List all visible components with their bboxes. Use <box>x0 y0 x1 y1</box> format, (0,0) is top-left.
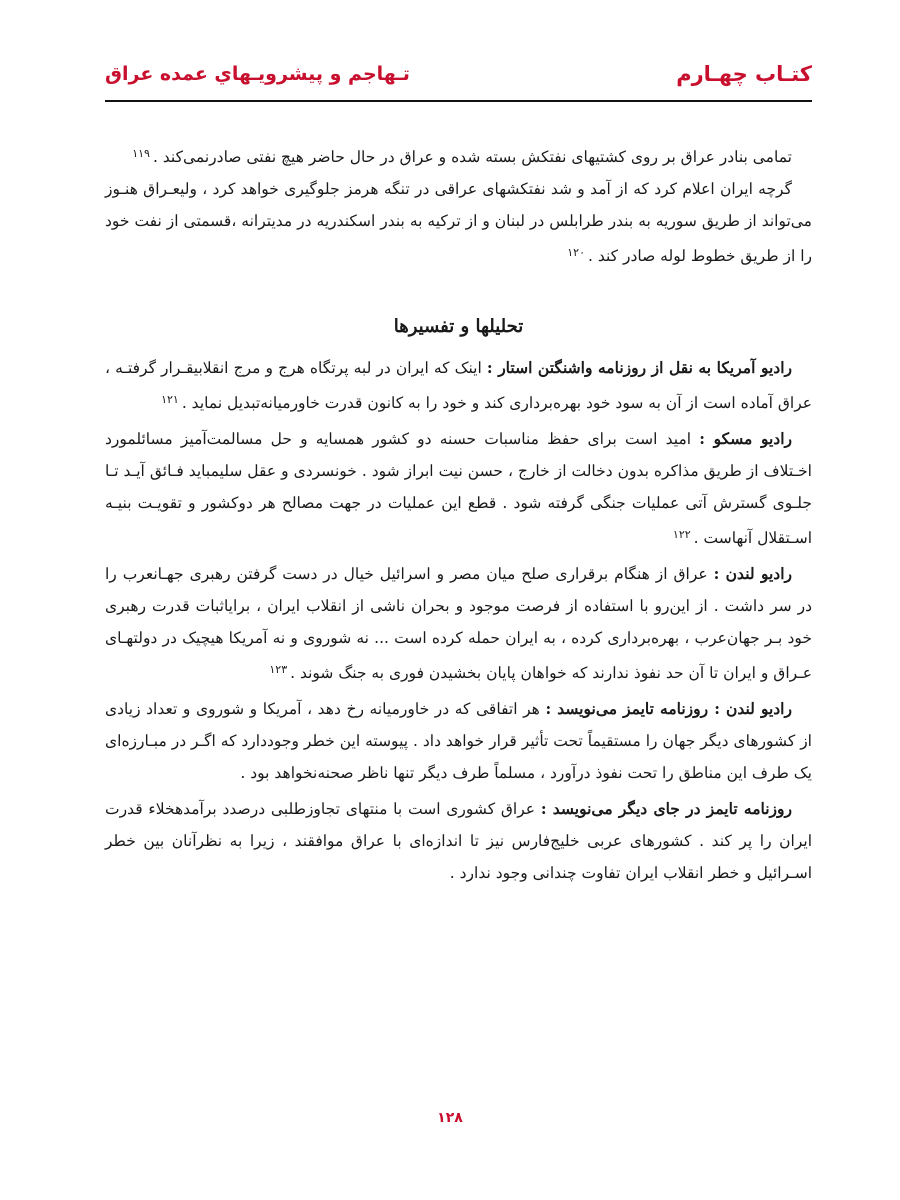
commentary-entry-3 <box>105 558 812 689</box>
running-header <box>105 56 812 92</box>
footnote-ref: ۱۲۱ <box>161 393 179 406</box>
intro-paragraph-1 <box>105 138 812 173</box>
entry-source: رادیو آمریکا به نقل از روزنامه واشنگتن استار : <box>486 358 792 377</box>
book-title: كتـاب چهـارم <box>676 62 812 86</box>
entry-text: هر اتفاقی که در خاورمیانه رخ دهد ، آمریکا و شوروی و تعداد زیادی از کشورهای دیگر جهان را مستقیماً تحت تأثیر قرار خواهد داد . پیوسته این خطر وجوددارد که اگـر در مبـارزه‌ای یک طرف این مناطق را تحت نفوذ درآورد ، مسلماً طرف دیگر تنها ناظر صحنه‌نخواهد بود . <box>105 700 812 782</box>
entry-source: روزنامه تایمز در جای دیگر می‌نویسد : <box>540 799 792 818</box>
page-number: ۱۲۸ <box>437 1110 463 1126</box>
commentary-entry-1 <box>105 352 812 419</box>
entry-text: عراق کشوری است با منتهای تجاوزطلبی درصدد برآمدهخلاء قدرت ایران را پر کند . کشورهای عربی خلیج‌فارس نیز تا اندازه‌ای با عراق موافقند ، زیرا به نظرآنان بین خطر اسـرائیل و خطر انقلاب ایران تفاوت چندانی وجود ندارد . <box>105 800 812 882</box>
entry-source: رادیو مسکو : <box>699 429 792 448</box>
chapter-title: تـهاجم و پيشرويـهاي عمده عراق <box>105 63 410 85</box>
commentary-entry-5 <box>105 793 812 889</box>
entry-text: امید است برای حفظ مناسبات حسنه دو کشور همسایه و حل مسالمت‌آمیز مسائلمورد اخـتلاف از طریق مذاکره بدون دخالت از خارج ، حسن نیت ابراز شود . خونسردی و عقل سلیمباید فـائق آیـد تـا جلـوی گسترش آتی عملیات جنگی گرفته شود . قطع این عملیات در جهت مصالح هر دوکشور و تقویـت بنیـه اسـتقلال آنهاست . <box>105 430 812 547</box>
commentary-entry-2 <box>105 423 812 554</box>
paragraph-text: گرچه ایران اعلام کرد که از آمد و شد نفتکشهای عراقی در تنگه هرمز جلوگیری خواهد کرد ، ولیعـراق هنـوز می‌تواند از طریق سوریه به بندر طرابلس در لبنان و از ترکیه به بندر اسکندریه در مدیترانه ،قسمتی از نفت خود را از طریق خطوط لوله صادر کند . <box>105 180 812 265</box>
entry-source: رادیو لندن : <box>713 564 793 583</box>
section-heading: تحلیلها و تفسیرها <box>393 316 524 337</box>
footnote-ref: ۱۲۰ <box>567 246 585 259</box>
entry-text: اینک که ایران در لبه پرتگاه هرج و مرج انقلابیقـرار گرفتـه ، عراق آماده است از آن به سود خود بهره‌برداری کند و خود را به کانون قدرت خاورمیانه‌تبدیل نماید . <box>105 359 812 412</box>
entry-text: عراق از هنگام برقراری صلح میان مصر و اسرائیل خیال در دست گرفتن رهبری جهـانعرب را در سر داشت . از این‌رو با استفاده از فرصت موجود و بحران ناشی از انقلاب ایران ، برایاثبات قدرت رهبری خود بـر جهان‌عرب ، بهره‌برداری کرده ، به ایران حمله کرده است ... نه شوروی و نه آمریکا هیچیک در دولتهـای عـراق و ایران تا آن حد نفوذ ندارند که خواهان پایان بخشیدن فوری به جنگ شوند . <box>105 565 812 682</box>
footnote-ref: ۱۱۹ <box>132 147 150 160</box>
intro-paragraph-2 <box>105 173 812 272</box>
header-divider <box>105 100 812 102</box>
footnote-ref: ۱۲۳ <box>269 663 288 676</box>
entry-source: رادیو لندن : روزنامه تایمز می‌نویسد : <box>545 699 792 718</box>
paragraph-text: تمامی بنادر عراق بر روی کشتیهای نفتکش بسته شده و عراق در حال حاضر هیچ نفتی صادرنمی‌کند . <box>152 148 792 166</box>
body-text <box>105 138 812 889</box>
commentary-entry-4 <box>105 693 812 789</box>
footnote-ref: ۱۲۲ <box>672 528 691 541</box>
